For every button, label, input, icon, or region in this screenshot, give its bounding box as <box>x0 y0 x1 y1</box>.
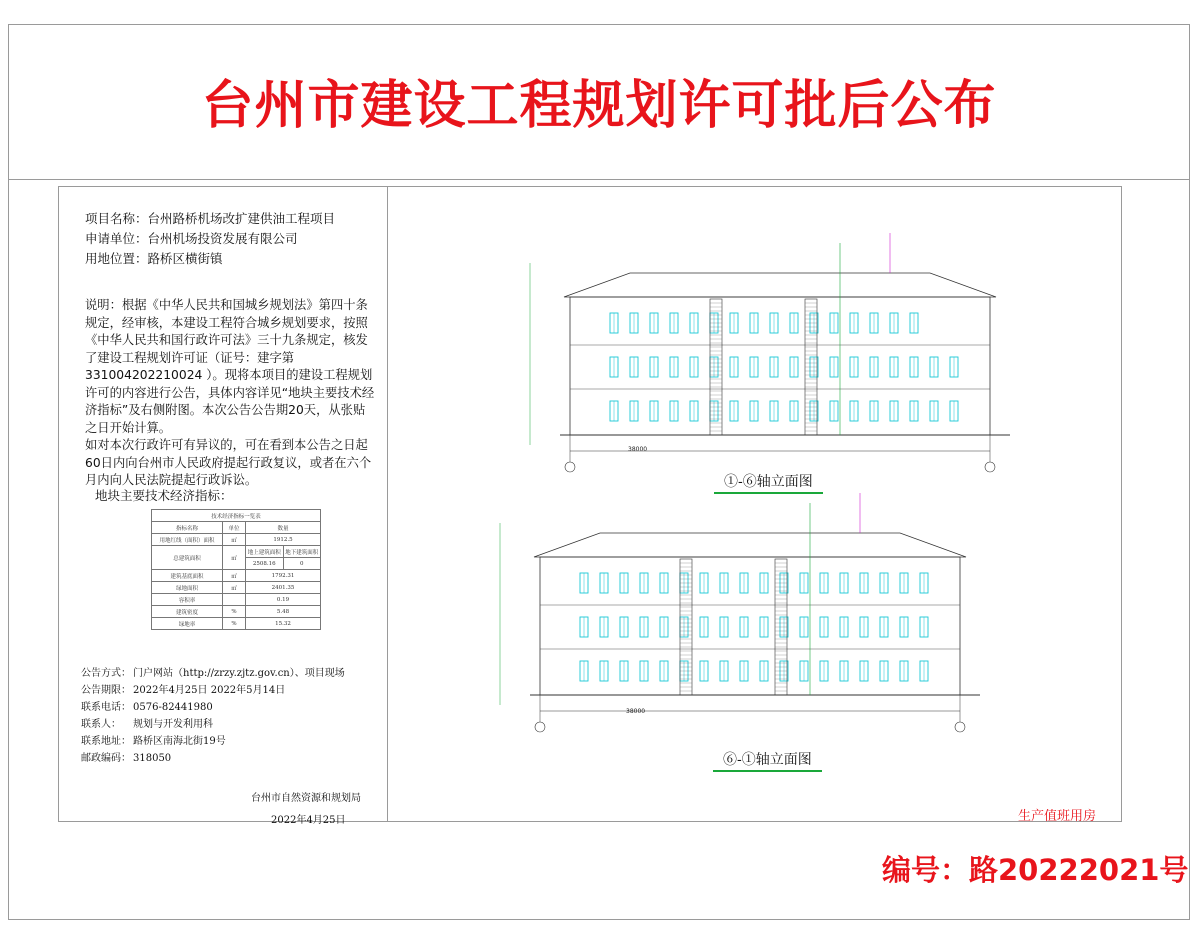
issuing-bureau: 台州市自然资源和规划局 <box>251 793 361 804</box>
axis-marker <box>985 462 995 472</box>
contact-address: 路桥区南海北街19号 <box>133 736 226 747</box>
table-header: 数量 <box>246 522 321 534</box>
table-cell: 0.19 <box>246 594 321 606</box>
elevation-2-width-dimension: 38000 <box>626 708 646 715</box>
table-cell: 2508.16 <box>246 558 284 570</box>
table-cell: 5.48 <box>246 606 321 618</box>
indicators-title: 地块主要技术经济指标： <box>95 488 233 503</box>
table-cell: 用地红线（面积）面积 <box>152 534 223 546</box>
postcode-label: 邮政编码： <box>81 753 131 764</box>
roof <box>564 273 996 297</box>
notice-number: 编号：路20222021号 <box>882 853 1189 887</box>
content-panel <box>58 186 1122 826</box>
axis-marker <box>955 722 965 732</box>
description-paragraph-2: 如对本次行政许可有异议的，可在看到本公告之日起60日内向台州市人民政府提起行政复议，或者在六个月内向人民法院提起行政诉讼。 <box>85 438 372 487</box>
building-outline <box>540 557 960 695</box>
table-cell: 2401.35 <box>246 582 321 594</box>
table-cell: 绿地面积 <box>152 582 223 594</box>
table-cell: 1912.5 <box>246 534 321 546</box>
contact-phone: 0576-82441980 <box>133 702 213 713</box>
location-label: 用地位置： <box>85 251 148 266</box>
postcode: 318050 <box>133 753 172 764</box>
publication-method: 门户网站（http://zrzy.zjtz.gov.cn）、项目现场 <box>133 668 345 679</box>
table-cell <box>223 594 246 606</box>
location: 路桥区横街镇 <box>147 251 223 266</box>
table-cell: % <box>223 606 246 618</box>
indicators-table <box>151 509 321 630</box>
axis-marker <box>565 462 575 472</box>
roof <box>534 533 966 557</box>
table-cell: 地下建筑面积 <box>283 546 321 558</box>
project-name-label: 项目名称： <box>85 211 148 226</box>
table-header: 指标名称 <box>152 522 223 534</box>
table-cell: 建筑基底面积 <box>152 570 223 582</box>
notice-text-column <box>59 187 388 826</box>
elevation-drawings <box>388 187 1121 824</box>
table-cell: 1792.31 <box>246 570 321 582</box>
project-name: 台州路桥机场改扩建供油工程项目 <box>147 211 336 226</box>
project-name-row <box>85 209 335 229</box>
description <box>85 297 377 490</box>
table-cell: 总建筑面积 <box>152 546 223 570</box>
contact-label: 联系人： <box>81 719 121 730</box>
elevation-2-caption: ⑥-①轴立面图 <box>713 749 822 772</box>
building-outline <box>570 297 990 435</box>
table-cell: ㎡ <box>223 534 246 546</box>
table-header: 单位 <box>223 522 246 534</box>
elevation-1-caption: ①-⑥轴立面图 <box>714 471 823 494</box>
contact-person: 规划与开发利用科 <box>133 719 213 730</box>
table-cell: ㎡ <box>223 546 246 570</box>
table-cell: 容积率 <box>152 594 223 606</box>
table-cell: 地上建筑面积 <box>246 546 284 558</box>
elevation-1-width-dimension: 38000 <box>628 446 648 453</box>
applicant-row <box>85 229 335 249</box>
table-cell: 15.32 <box>246 618 321 630</box>
table-cell: % <box>223 618 246 630</box>
building-name: 生产值班用房 <box>1018 809 1097 824</box>
publication-info <box>81 665 345 767</box>
axis-marker <box>535 722 545 732</box>
title-row <box>9 25 1189 180</box>
issue-date: 2022年4月25日 <box>271 815 346 826</box>
publication-period: 2022年4月25日 2022年5月14日 <box>133 685 286 696</box>
applicant-label: 申请单位： <box>85 231 148 246</box>
phone-label: 联系电话： <box>81 702 131 713</box>
elevation-6-1 <box>500 493 980 732</box>
table-cell: 建筑密度 <box>152 606 223 618</box>
project-info <box>85 209 335 269</box>
address-label: 联系地址： <box>81 736 131 747</box>
table-cell: 绿地率 <box>152 618 223 630</box>
elevation-svg <box>388 187 1121 823</box>
table-cell: ㎡ <box>223 570 246 582</box>
description-paragraph-1: 说明：根据《中华人民共和国城乡规划法》第四十条规定，经审核，本建设工程符合城乡规划要求，按照《中华人民共和国行政许可法》三十九条规定，核发了建设工程规划许可证（证号：建字第331004202210024 ）。现将本项目的建设工程规划许可的内容进行公告，具体内容详见“地块主要技术经济指标”及右侧附图。本次公告公告期20天，从张贴之日开始计算。 <box>85 298 375 435</box>
indicators-table-title: 技术经济指标一览表 <box>152 510 321 522</box>
table-cell: ㎡ <box>223 582 246 594</box>
elevation-1-6 <box>530 233 1010 472</box>
applicant: 台州机场投资发展有限公司 <box>147 231 298 246</box>
period-label: 公告期限： <box>81 685 131 696</box>
table-cell: 0 <box>283 558 321 570</box>
location-row <box>85 249 335 269</box>
method-label: 公告方式： <box>81 668 131 679</box>
page-title: 台州市建设工程规划许可批后公布 <box>201 76 997 136</box>
